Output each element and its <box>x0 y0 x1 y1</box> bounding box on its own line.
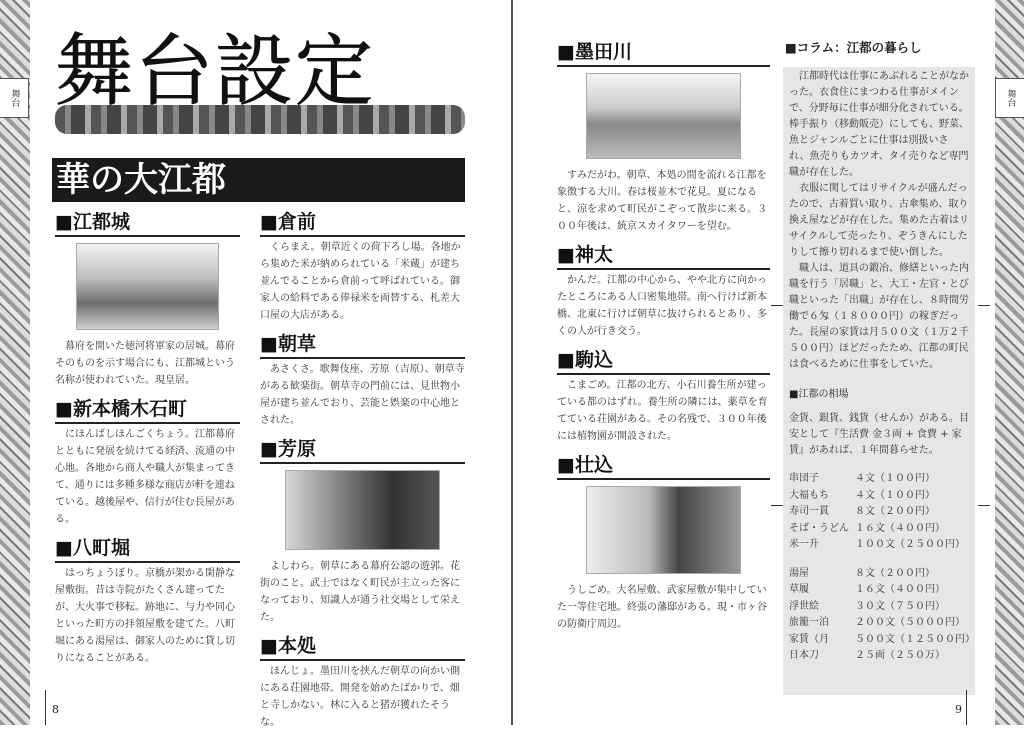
price-list-other <box>789 566 975 665</box>
price-item: そば・うどん <box>789 522 849 534</box>
heading-kanda: ■神太 <box>557 243 770 270</box>
price-price: １６文（４００円） <box>855 522 945 534</box>
price-price: ８文（２００円） <box>855 506 935 517</box>
text-honjo: ほんじょ。墨田川を挟んだ朝草の向かい側にある荘園地帯。開発を始めたばかりで、畑と寺しかない。林に入ると猪が獲れたそうな。 <box>260 666 460 728</box>
price-row <box>789 632 975 649</box>
price-price: ２５両（２５０万） <box>855 650 945 661</box>
left-page-rule <box>45 690 46 725</box>
price-price: １６文（４００円） <box>855 584 945 595</box>
margin-mark <box>978 505 990 506</box>
price-item: 寿司一貫 <box>789 506 829 517</box>
price-item: 草履 <box>789 584 809 595</box>
side-tab-left[interactable]: 舞台 <box>0 78 29 118</box>
text-komagome: こまごめ。江都の北方、小石川養生所が建っている都のはずれ。養生所の隣には、薬草を育てている荘園がある。その名残で、３００年後には植物園が開設された。 <box>557 380 768 442</box>
heading-komagome: ■駒込 <box>557 348 770 375</box>
price-price: ３０文（７５０円） <box>855 600 945 612</box>
price-item: 浮世絵 <box>789 600 819 612</box>
column-subheading: ■江都の相場 <box>789 389 849 400</box>
price-price: ５００文（１２５００円） <box>855 633 975 645</box>
text-hatchobori: はっちょうぼり。京橋が架かる閑静な屋敷街。昔は寺院がたくさん建ってたが、大火事で移転。跡地に、与力や同心といった町方の拝領屋敷を建てた。八町堀にある湯屋は、御家人のために貸し切りになることがある。 <box>55 568 235 664</box>
price-list-food <box>789 471 969 554</box>
price-price: ２００文（５０００円） <box>855 617 965 628</box>
price-item: 家賃（月 <box>789 633 829 645</box>
price-item: 旅籠一泊 <box>789 617 829 628</box>
text-sumida: すみだがわ。朝草、本処の間を流れる江都を象徴する大川。春は桜並木で花見。夏になると、涼を求めて町民がこぞって散歩に来る。３００年後は、統京スカイタワーを望む。 <box>557 170 767 232</box>
column-box <box>783 67 975 695</box>
price-price: ４文（１００円） <box>855 489 935 501</box>
price-row <box>789 648 969 665</box>
text-kanda: かんだ。江都の中心から、やや北方に向かったところにある人口密集地帯。南へ行けば新本橋、北東に行けば朝草に抜けられるとあり、多くの人が行き交う。 <box>557 275 767 337</box>
heading-nihonbashi: ■新本橋木石町 <box>55 397 240 424</box>
price-row <box>789 566 969 583</box>
heading-honjo: ■本処 <box>260 634 465 661</box>
heading-yoshiwara: ■芳原 <box>260 437 465 464</box>
text-ushigome: うしごめ。大名屋敷、武家屋敷が集中していた一等住宅地。終張の藩邸がある。現・市ヶ谷の防衛庁周辺。 <box>557 585 767 630</box>
price-item: 湯屋 <box>789 567 809 579</box>
right-page-rule <box>966 690 967 725</box>
street-image <box>586 486 741 574</box>
price-row <box>789 537 969 554</box>
heading-sumida: ■墨田川 <box>557 40 770 67</box>
left-column-1 <box>55 210 240 667</box>
column-title: ■コラム：江都の暮らし <box>785 40 922 55</box>
price-row <box>789 488 969 505</box>
page-spine <box>511 0 513 725</box>
side-tab-right[interactable]: 舞台 <box>995 78 1024 118</box>
price-price: ８文（２００円） <box>855 567 935 579</box>
price-row <box>789 582 969 599</box>
price-item: 串団子 <box>789 473 819 484</box>
heading-edo-castle: ■江都城 <box>55 210 240 237</box>
text-edo-castle: 幕府を開いた徳河将軍家の居城。幕府そのものを示す場合にも、江都城という名称が使われていた。現皇居。 <box>55 341 235 386</box>
column-paragraph: 職人は、道具の鍛冶、修繕といった内職を行う「居職」と、大工・左官・とび職といった「出職」が存在し、８時間労働で６匁（１８０００円）の稼ぎだった。長屋の家賃は月５００文（１万２千５００円）ほどだったため、江都の町民は食べるために仕事をしていた。 <box>789 263 969 370</box>
margin-mark <box>978 305 990 306</box>
price-item: 米一升 <box>789 539 819 550</box>
column-paragraph: 江都時代は仕事にあぶれることがなかった。衣食住にまつわる仕事がメインで、分野毎に仕事が細分化されている。棒手振り（移動販売）にしても、野菜、魚とジャンルごとに仕事は別扱いされ、魚売りもカツオ、タイ売りなど専門職が存在した。 <box>789 71 969 178</box>
section-title: 華の大江都 <box>52 158 465 202</box>
price-row <box>789 521 969 538</box>
margin-mark <box>771 305 783 306</box>
river-image <box>586 73 741 159</box>
page-number-left: 8 <box>52 703 59 716</box>
column-paragraph: 衣服に関してはリサイクルが盛んだったので、古着買い取り、古傘集め、取り換え屋などが存在した。集めた古着はリサイクルして売ったり、ぞうきんにしたりして擦り切れるまで使い倒した。 <box>789 183 969 258</box>
price-row <box>789 615 969 632</box>
yoshiwara-image <box>285 470 440 550</box>
heading-hatchobori: ■八町堀 <box>55 536 240 563</box>
castle-image <box>76 243 219 330</box>
page-number-right: 9 <box>955 703 962 716</box>
text-yoshiwara: よしわら。朝草にある幕府公認の遊郭。花街のこと。武士ではなく町民が主立った客になっており、知識人が通う社交場として栄えた。 <box>260 561 460 623</box>
price-item: 大福もち <box>789 489 829 501</box>
price-row <box>789 599 969 616</box>
margin-mark <box>771 505 783 506</box>
price-price: ４文（１００円） <box>855 473 935 484</box>
text-asakusa: あさくさ。歌舞伎座、芳原（吉原）、朝草寺がある歓楽街。朝草寺の門前には、見世物小屋が建ち並んでおり、芸能と娯楽の中心地とされた。 <box>260 364 465 426</box>
heading-kuramae: ■倉前 <box>260 210 465 237</box>
left-column-2 <box>260 210 465 731</box>
page-title: 舞台設定 <box>55 27 376 117</box>
heading-ushigome: ■壮込 <box>557 453 770 480</box>
text-nihonbashi: にほんばしほんごくちょう。江都幕府とともに発展を続けてる経済、流通の中心地。各地から商人や職人が集まってきて、通りには多種多様な商店が軒を連ねている。越後屋や、信行が住む長屋がある。 <box>55 429 235 525</box>
price-row <box>789 471 969 488</box>
column-subtext: 金貨、銀貨、銭貨（せんか）がある。目安として『生活費 金３両 + 食費 + 家賃』があれば、１年間暮らせた。 <box>789 413 969 456</box>
price-price: １００文（２５００円） <box>855 539 965 550</box>
heading-asakusa: ■朝草 <box>260 332 465 359</box>
price-item: 日本刀 <box>789 650 819 661</box>
right-column <box>557 40 770 633</box>
price-row <box>789 504 969 521</box>
text-kuramae: くらまえ。朝草近くの荷下ろし場。各地から集めた米が納められている「米蔵」が建ち並んでることから倉前って呼ばれている。御家人の給料である俸禄米を両替する、札差大口屋の大店がある。 <box>260 242 461 321</box>
